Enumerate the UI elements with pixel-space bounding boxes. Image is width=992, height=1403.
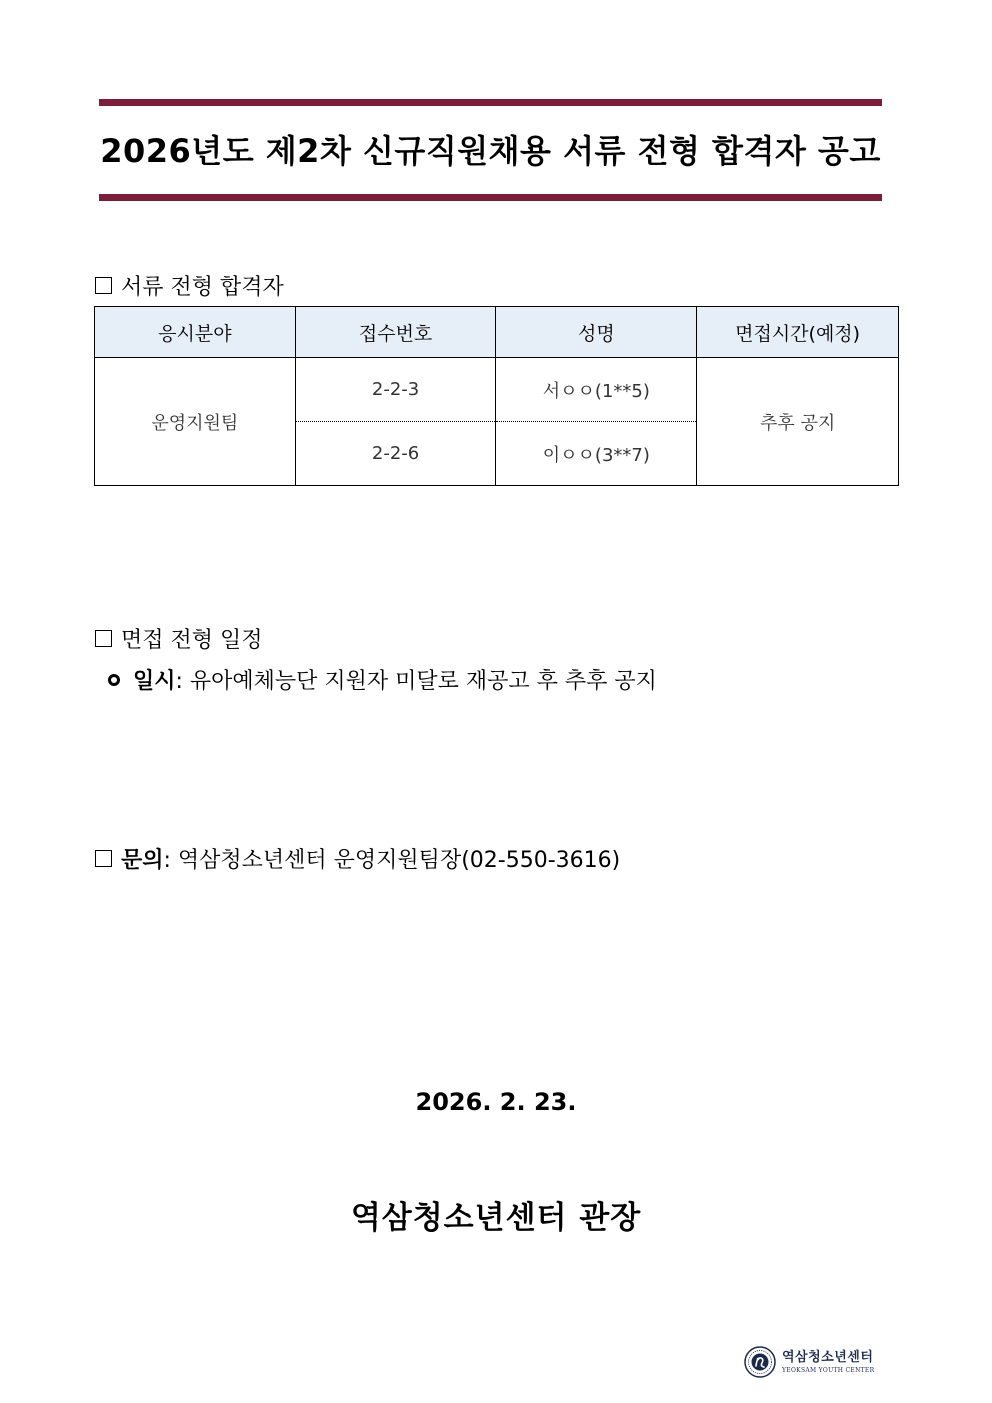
- column-header-number: 접수번호: [295, 307, 496, 358]
- column-header-name: 성명: [496, 307, 697, 358]
- title-bottom-rule: [99, 194, 882, 201]
- cell-field: 운영지원팀: [95, 358, 296, 486]
- seal-icon: [744, 1346, 776, 1378]
- announcement-date: 2026. 2. 23.: [415, 1088, 577, 1116]
- logo-text: [782, 1351, 874, 1374]
- cell-name: 이ㅇㅇ(3**7): [496, 422, 697, 486]
- page-title: 2026년도 제2차 신규직원채용 서류 전형 합격자 공고: [100, 132, 881, 170]
- column-header-field: 응시분야: [95, 307, 296, 358]
- logo-name-english: YEOKSAM YOUTH CENTER: [782, 1366, 875, 1374]
- checkbox-icon: [95, 630, 112, 647]
- cell-name: 서ㅇㅇ(1**5): [496, 358, 697, 422]
- circle-bullet-icon: [108, 674, 120, 686]
- cell-number: 2-2-6: [295, 422, 496, 486]
- table-header-row: [95, 307, 899, 358]
- center-logo: [744, 1346, 874, 1378]
- column-header-interview-time: 면접시간(예정): [697, 307, 899, 358]
- section-heading: 면접 전형 일정: [121, 628, 263, 653]
- checkbox-icon: [95, 850, 112, 867]
- section-inquiry: [95, 843, 620, 874]
- section-document-results: [95, 270, 284, 301]
- section-heading: 서류 전형 합격자: [121, 275, 284, 300]
- inquiry-label: 문의: [121, 848, 164, 873]
- section-interview-schedule: [95, 623, 263, 654]
- cell-interview-time: 추후 공지: [697, 358, 899, 486]
- title-top-rule: [99, 99, 882, 106]
- results-table: [94, 306, 899, 486]
- table-row: [95, 358, 899, 422]
- checkbox-icon: [95, 277, 112, 294]
- inquiry-text: : 역삼청소년센터 운영지원팀장(02-550-3616): [163, 848, 621, 873]
- schedule-text: : 유아예체능단 지원자 미달로 재공고 후 추후 공지: [175, 669, 657, 694]
- cell-number: 2-2-3: [295, 358, 496, 422]
- schedule-item: [108, 664, 657, 695]
- schedule-label: 일시: [133, 669, 176, 694]
- signer: 역삼청소년센터 관장: [350, 1200, 642, 1236]
- logo-name-korean: 역삼청소년센터: [782, 1349, 874, 1365]
